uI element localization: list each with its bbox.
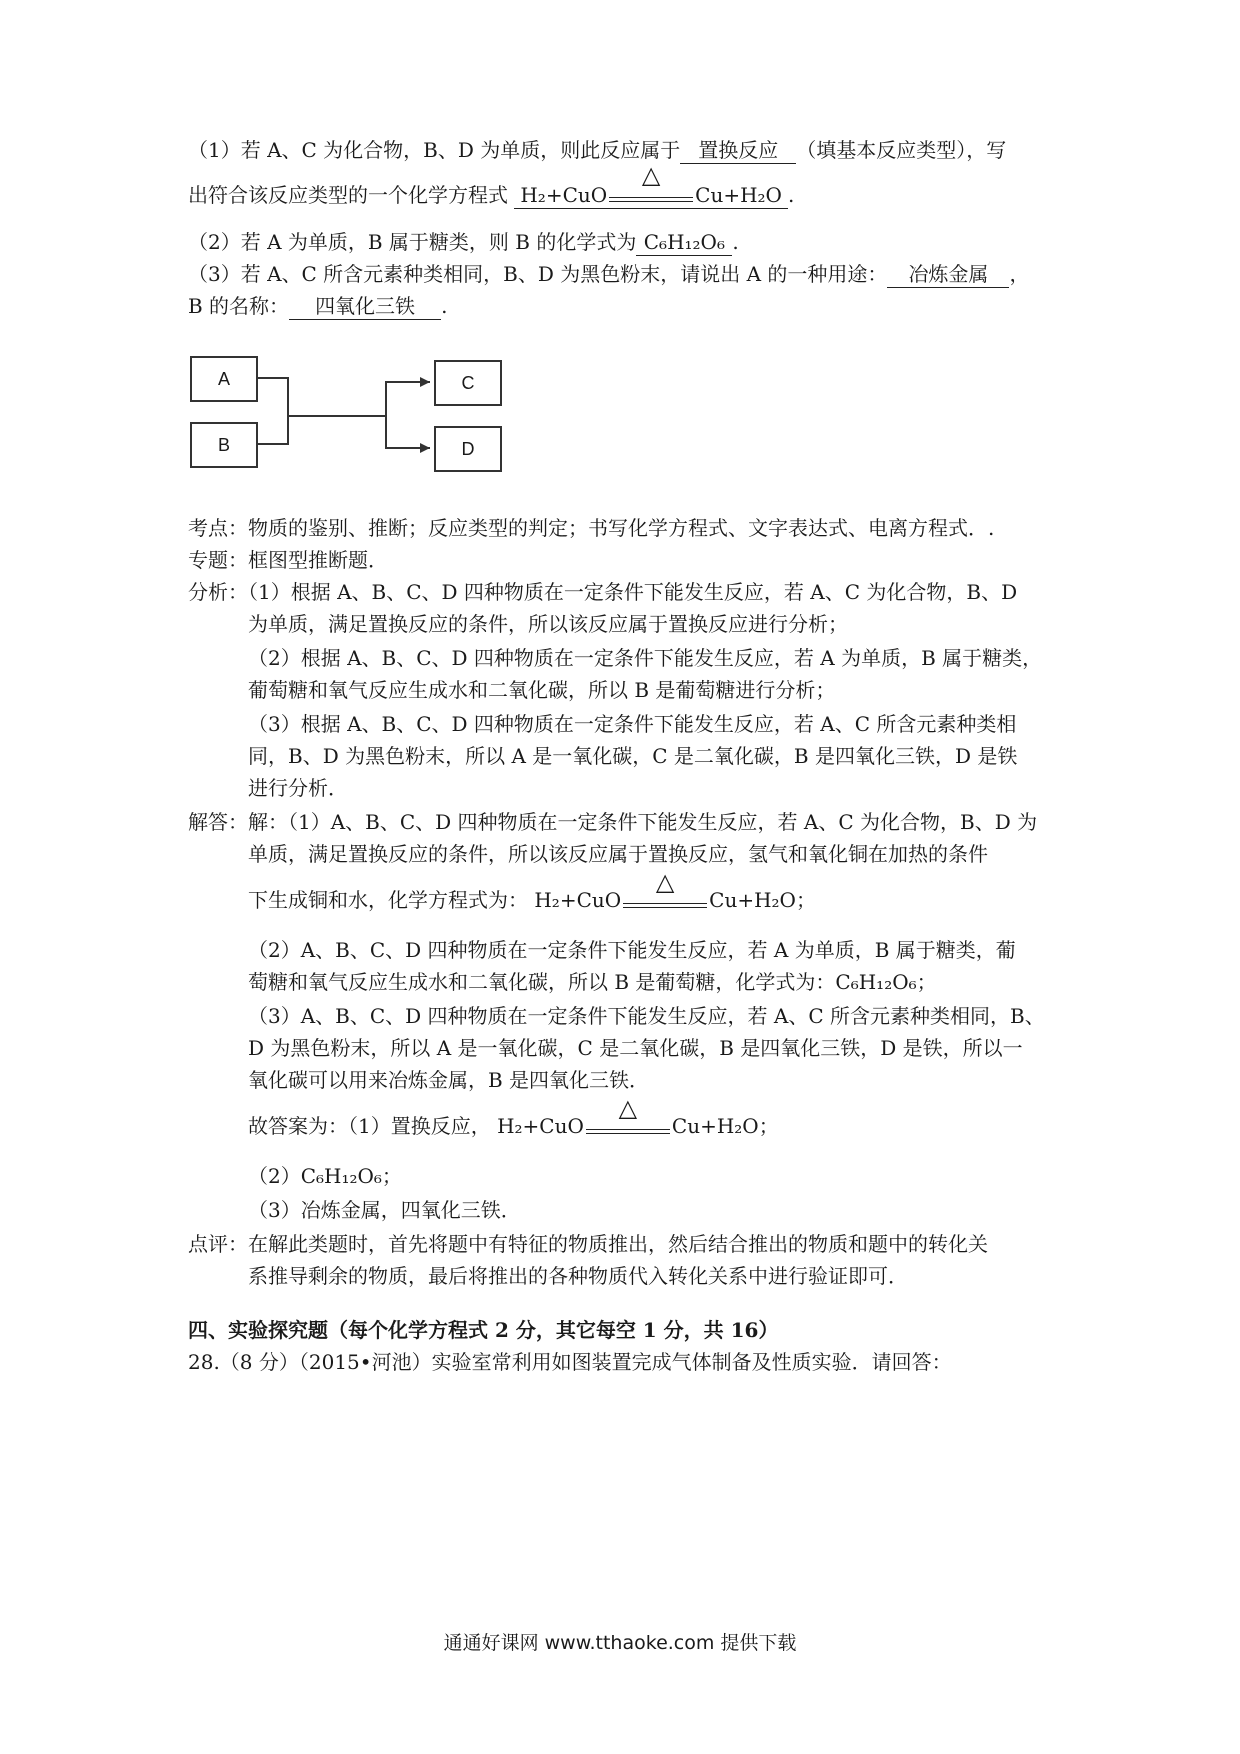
jieda-line9 [248,1094,779,1140]
jieda-line10: （2）C₆H₁₂O₆； [248,1164,402,1188]
eq-left: H₂+CuO [534,888,622,912]
delta-icon: △ [618,1094,638,1122]
zhuanti: 专题：框图型推断题． [188,548,388,572]
delta-icon: △ [655,868,675,896]
jieda-line11: （3）冶炼金属，四氧化三铁． [248,1198,521,1222]
q1-line2 [188,161,795,209]
jieda-line1: 解答：解：（1）A、B、C、D 四种物质在一定条件下能发生反应，若 A、C 为化合物，B、D 为 [188,810,1038,834]
jieda-line9-text: 故答案为：（1）置换反应， [248,1114,491,1138]
fenxi-line4: 葡萄糖和氧气反应生成水和二氧化碳，所以 B 是葡萄糖进行分析； [248,678,836,702]
jieda-line8: 氧化碳可以用来冶炼金属，B 是四氧化三铁． [248,1068,650,1092]
fenxi-line6: 同，B、D 为黑色粉末，所以 A 是一氧化碳，C 是二氧化碳，B 是四氧化三铁，D 是铁 [248,744,1018,768]
jieda-line2: 单质，满足置换反应的条件，所以该反应属于置换反应，氢气和氧化铜在加热的条件 [248,842,988,866]
jieda-line5: 萄糖和氧气反应生成水和二氧化碳，所以 B 是葡萄糖，化学式为：C₆H₁₂O₆； [248,970,937,994]
box-c: C [434,360,502,406]
jieda-line3 [248,868,816,914]
box-d: D [434,426,502,472]
heating-arrow [586,1094,670,1140]
q2-tail: . [732,230,739,254]
fenxi-line7: 进行分析． [248,776,348,800]
section4-heading: 四、实验探究题（每个化学方程式 2 分，其它每空 1 分，共 16） [188,1318,779,1342]
jieda-line3-text: 下生成铜和水，化学方程式为： [248,888,528,912]
fenxi-line1: 分析：（1）根据 A、B、C、D 四种物质在一定条件下能发生反应，若 A、C 为化合物，B、D [188,580,1018,604]
dianping-line2: 系推导剩余的物质，最后将推出的各种物质代入转化关系中进行验证即可． [248,1264,908,1288]
box-b: B [190,422,258,468]
q3-answer-blank-1: 冶炼金属 [887,261,1009,288]
reaction-diagram [190,356,510,476]
q3-line2-tail: . [441,294,448,318]
q3-tail: ， [1009,262,1030,286]
eq-left: H₂+CuO [520,183,608,207]
delta-icon: △ [641,161,661,189]
dianping-line1: 点评：在解此类题时，首先将题中有特征的物质推出，然后结合推出的物质和题中的转化关 [188,1232,988,1256]
q1-text: （1）若 A、C 为化合物，B、D 为单质，则此反应属于 [188,138,681,162]
q3-line1 [188,260,1029,288]
q2-line [188,228,739,256]
q28-stem: 28.（8 分）（2015•河池）实验室常利用如图装置完成气体制备及性质实验．请回答： [188,1350,952,1374]
jieda-line7: D 为黑色粉末，所以 A 是一氧化碳，C 是二氧化碳，B 是四氧化三铁，D 是铁，所以一 [248,1036,1023,1060]
jieda-equation-1 [534,868,816,914]
q3-text: （3）若 A、C 所含元素种类相同，B、D 为黑色粉末，请说出 A 的一种用途： [188,262,888,286]
box-a: A [190,356,258,402]
page-footer: 通通好课网 www.tthaoke.com 提供下载 [443,1632,797,1654]
q1-tail: （填基本反应类型），写 [796,138,1007,162]
eq-right: Cu+H₂O [695,183,782,207]
jieda-equation-2 [497,1094,779,1140]
q1-line2-text: 出符合该反应类型的一个化学方程式 [188,183,508,207]
eq-left: H₂+CuO [497,1114,584,1138]
fenxi-line5: （3）根据 A、B、C、D 四种物质在一定条件下能发生反应，若 A、C 所含元素种类相 [248,712,1017,736]
kaodian: 考点：物质的鉴别、推断；反应类型的判定；书写化学方程式、文字表达式、电离方程式．. [188,516,995,540]
q1-line2-tail: . [787,183,795,207]
q2-text: （2）若 A 为单质，B 属于糖类，则 B 的化学式为 [188,230,637,254]
q3-answer-blank-2: 四氧化三铁 [289,293,441,320]
eq-right: Cu+H₂O； [709,888,816,912]
q1-answer-blank: 置换反应 [680,137,796,164]
q3-line2-text: B 的名称： [188,294,290,318]
q1-line1 [188,136,1006,164]
q1-equation-blank [514,161,788,209]
eq-right: Cu+H₂O； [671,1114,779,1138]
jieda-line4: （2）A、B、C、D 四种物质在一定条件下能发生反应，若 A 为单质，B 属于糖类，葡 [248,938,1016,962]
heating-arrow [623,868,707,914]
jieda-line6: （3）A、B、C、D 四种物质在一定条件下能发生反应，若 A、C 所含元素种类相同，B、 [248,1004,1045,1028]
heating-arrow [609,161,693,208]
q3-line2 [188,292,447,320]
fenxi-line3: （2）根据 A、B、C、D 四种物质在一定条件下能发生反应，若 A 为单质，B 属于糖类， [248,646,1043,670]
q2-answer-blank: C₆H₁₂O₆ [636,229,732,256]
fenxi-line2: 为单质，满足置换反应的条件，所以该反应属于置换反应进行分析； [248,612,848,636]
